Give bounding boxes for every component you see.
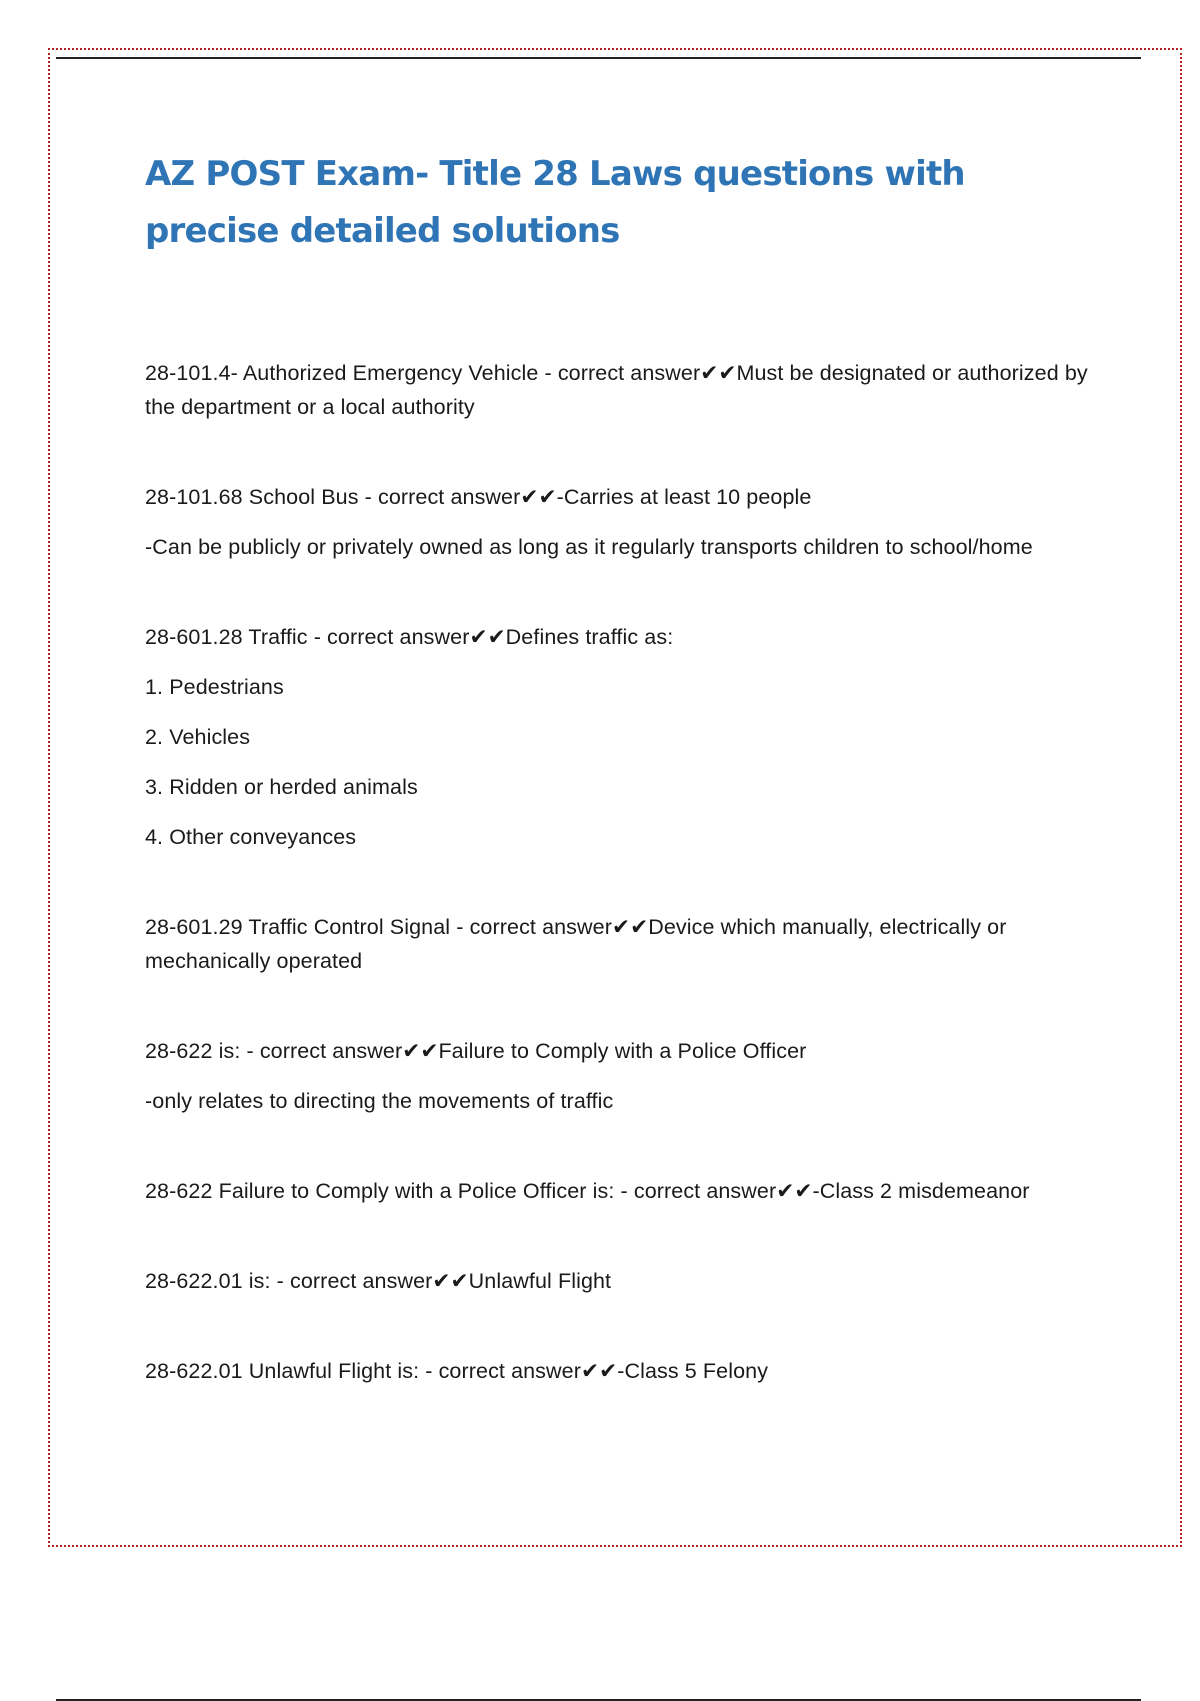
qa-line: 28-601.28 Traffic - correct answer✔✔Defines traffic as: <box>145 625 674 649</box>
qa-entry <box>145 620 1105 854</box>
header-rule <box>56 57 1141 59</box>
qa-entry <box>145 1264 1105 1298</box>
qa-line: 28-101.68 School Bus - correct answer✔✔-Carries at least 10 people <box>145 485 812 509</box>
qa-line: -Can be publicly or privately owned as long as it regularly transports children to school/home <box>145 535 1033 559</box>
qa-entry <box>145 910 1105 978</box>
document-title: AZ POST Exam- Title 28 Laws questions with precise detailed solutions <box>145 154 965 251</box>
qa-line: 28-622.01 Unlawful Flight is: - correct answer✔✔-Class 5 Felony <box>145 1359 769 1383</box>
qa-line: 28-622 Failure to Comply with a Police Officer is: - correct answer✔✔-Class 2 misdemeanor <box>145 1179 1030 1203</box>
qa-entry <box>145 1034 1105 1118</box>
qa-list-item: 2. Vehicles <box>145 725 251 749</box>
qa-list-item: 3. Ridden or herded animals <box>145 775 418 799</box>
qa-entry <box>145 480 1105 564</box>
qa-line: 28-101.4- Authorized Emergency Vehicle - correct answer✔✔Must be designated or authorized by the department or a local authority <box>145 361 1088 419</box>
qa-entry <box>145 1174 1105 1208</box>
qa-line: 28-622.01 is: - correct answer✔✔Unlawful Flight <box>145 1269 612 1293</box>
qa-entry <box>145 1354 1105 1388</box>
qa-list-item: 1. Pedestrians <box>145 675 284 699</box>
document-body <box>145 146 1105 1444</box>
qa-line: 28-601.29 Traffic Control Signal - correct answer✔✔Device which manually, electrically or mechanically operated <box>145 915 1007 973</box>
qa-entry <box>145 356 1105 424</box>
qa-list-item: 4. Other conveyances <box>145 825 357 849</box>
qa-line: -only relates to directing the movements of traffic <box>145 1089 614 1113</box>
qa-line: 28-622 is: - correct answer✔✔Failure to Comply with a Police Officer <box>145 1039 807 1063</box>
qa-list <box>145 356 1105 1388</box>
